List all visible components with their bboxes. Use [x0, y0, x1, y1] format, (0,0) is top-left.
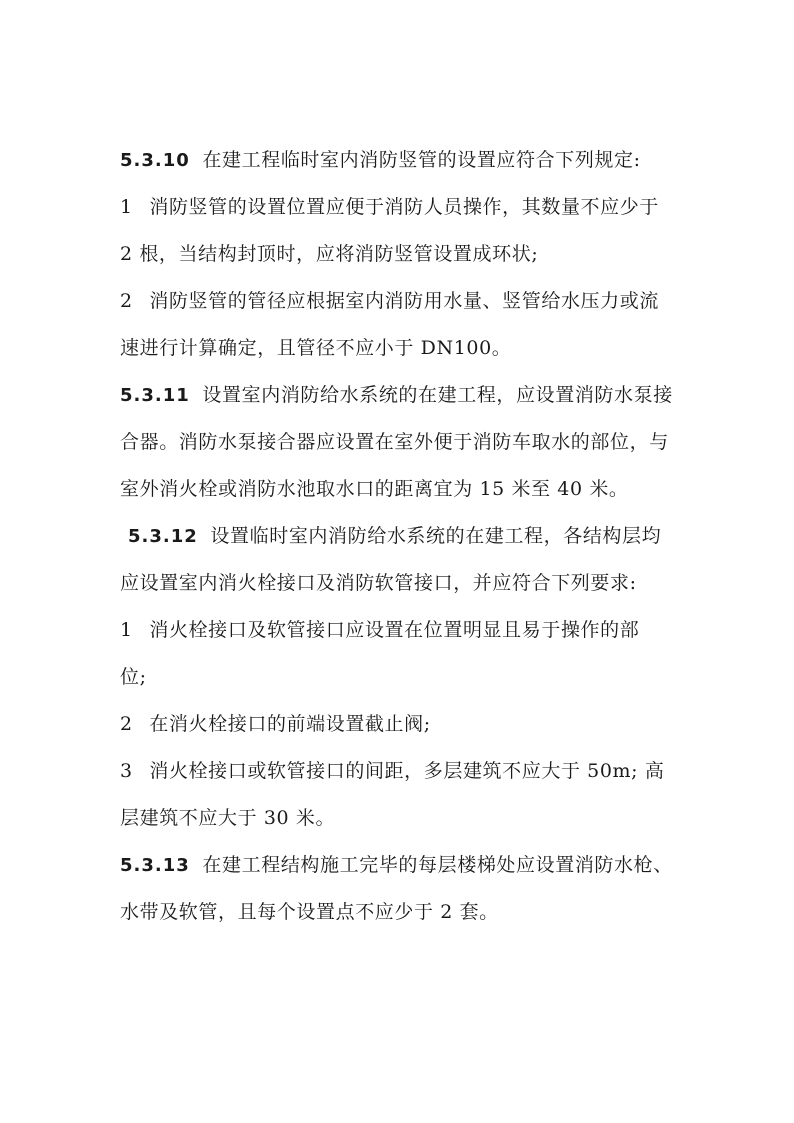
list-item-continuation [120, 336, 680, 360]
clause-number: 5.3.10 [120, 150, 190, 171]
list-item [120, 289, 680, 313]
list-item-continuation [120, 806, 680, 830]
clause-text: 在建工程结构施工完毕的每层楼梯处应设置消防水枪、 [202, 854, 673, 876]
clause-continuation [120, 430, 680, 454]
clause-5-3-12 [128, 524, 688, 549]
clause-text: 设置临时室内消防给水系统的在建工程，各结构层均 [210, 525, 662, 547]
item-text: 层建筑不应大于 30 米。 [120, 807, 336, 829]
clause-5-3-11 [120, 383, 680, 408]
clause-text: 水带及软管，且每个设置点不应少于 2 套。 [120, 901, 499, 923]
clause-5-3-13 [120, 853, 680, 878]
clause-continuation [120, 477, 680, 501]
item-text: 消火栓接口或软管接口的间距，多层建筑不应大于 50m; 高 [149, 760, 665, 782]
clause-text: 设置室内消防给水系统的在建工程，应设置消防水泵接 [202, 384, 673, 406]
clause-number: 5.3.13 [120, 855, 190, 876]
item-text: 消火栓接口及软管接口应设置在位置明显且易于操作的部 [149, 619, 640, 641]
item-text: 位; [120, 666, 147, 688]
item-number: 1 [120, 619, 133, 641]
clause-text: 室外消火栓或消防水池取水口的距离宜为 15 米至 40 米。 [120, 478, 629, 500]
list-item [120, 712, 680, 736]
item-text: 消防竖管的管径应根据室内消防用水量、竖管给水压力或流 [149, 290, 659, 312]
clause-text: 在建工程临时室内消防竖管的设置应符合下列规定: [202, 149, 641, 171]
item-text: 速进行计算确定，且管径不应小于 DN100。 [120, 337, 512, 359]
clause-continuation [120, 571, 680, 595]
item-text: 在消火栓接口的前端设置截止阀; [149, 713, 431, 735]
item-number: 2 [120, 713, 133, 735]
clause-text: 合器。消防水泵接合器应设置在室外便于消防车取水的部位，与 [120, 431, 669, 453]
clause-text: 应设置室内消火栓接口及消防软管接口，并应符合下列要求: [120, 572, 637, 594]
clause-number: 5.3.12 [128, 526, 198, 547]
clause-5-3-10 [120, 148, 680, 173]
item-number: 1 [120, 196, 133, 218]
item-text: 消防竖管的设置位置应便于消防人员操作，其数量不应少于 [149, 196, 659, 218]
clause-number: 5.3.11 [120, 385, 190, 406]
list-item [120, 618, 680, 642]
item-text: 2 根，当结构封顶时，应将消防竖管设置成环状; [120, 243, 539, 265]
item-number: 3 [120, 760, 133, 782]
list-item [120, 759, 680, 783]
list-item [120, 195, 680, 219]
list-item-continuation [120, 242, 680, 266]
clause-continuation [120, 900, 680, 924]
list-item-continuation [120, 665, 680, 689]
item-number: 2 [120, 290, 133, 312]
